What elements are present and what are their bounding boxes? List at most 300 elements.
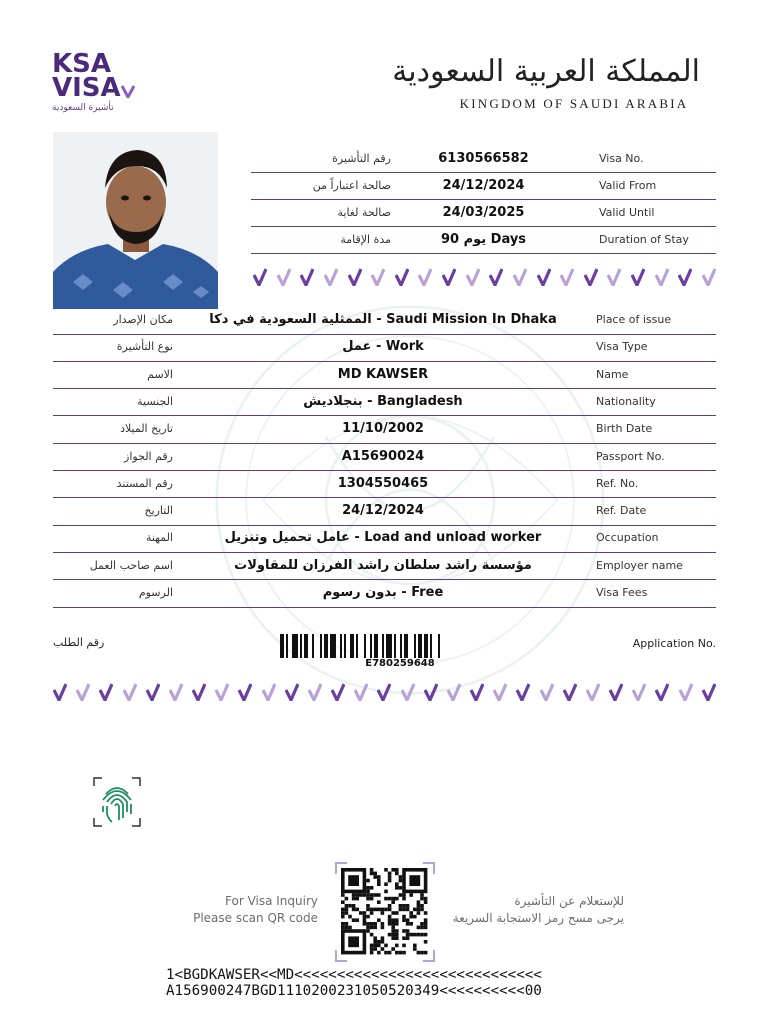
row-valid-until [251,199,716,227]
qr-module [409,922,413,926]
qr-module [341,915,345,919]
check-mark-icon [442,268,456,286]
qr-frame [335,950,337,962]
qr-module [417,908,421,912]
label-ar: مدة الإقامة [340,233,391,246]
field-row [53,389,716,417]
qr-module [381,908,385,912]
check-mark-icon [146,683,160,701]
qr-module [352,904,356,908]
qr-module [420,897,424,901]
check-mark-icon [253,268,267,286]
application-barcode [280,634,520,658]
barcode-bar [286,634,288,658]
qr-module [373,908,377,912]
qr-module [370,886,374,890]
label-en: Employer name [596,558,683,572]
qr-module [391,918,395,922]
check-mark-icon [285,683,299,701]
qr-module [399,875,403,879]
label-en: Visa No. [599,152,644,165]
barcode-bar [414,634,416,658]
label-en: Visa Fees [596,586,648,599]
qr-frame [335,862,337,874]
barcode-bar [312,634,314,658]
check-mark-icon [262,683,276,701]
qr-module [388,951,392,955]
check-mark-icon [655,683,669,701]
label-ar: رقم المستند [116,476,173,490]
label-en: Name [596,367,629,381]
qr-module [381,947,385,951]
check-mark-icon [466,268,480,286]
qr-module [406,929,410,933]
check-mark-icon [632,683,646,701]
qr-module [406,933,410,937]
label-en: Duration of Stay [599,233,689,246]
barcode-bar [394,634,396,658]
barcode-bar [438,634,440,658]
qr-finder [409,875,420,886]
qr-module [373,875,377,879]
field-row [53,471,716,499]
qr-module [424,918,428,922]
qr-module [388,879,392,883]
qr-frame [433,950,435,962]
qr-module [377,918,381,922]
barcode-bar [374,634,378,658]
qr-module [345,904,349,908]
qr-module [424,922,428,926]
check-mark-icon [513,268,527,286]
check-mark-icon [537,268,551,286]
qr-module [341,922,345,926]
value: MD KAWSER [337,366,429,382]
qr-module [391,947,395,951]
inquiry-en-line1: For Visa Inquiry [225,894,318,908]
qr-module [413,908,417,912]
application-label-ar: رقم الطلب [53,636,105,649]
qr-module [395,872,399,876]
inquiry-arabic [450,893,624,927]
qr-module [420,933,424,937]
check-mark-icon [371,268,385,286]
qr-module [352,897,356,901]
check-mark-icon [348,268,362,286]
kingdom-emblem [392,52,700,112]
qr-module [395,897,399,901]
qr-module [402,915,406,919]
label-ar: المهنة [145,531,173,545]
barcode-bar [320,634,322,658]
check-mark-icon [489,268,503,286]
check-mark-icon [238,683,252,701]
qr-module [388,897,392,901]
check-mark-icon [516,683,530,701]
check-mark-icon [300,268,314,286]
row-visa-no [251,145,716,173]
qr-module [377,951,381,955]
value: A15690024 [341,448,425,464]
value: بدون رسوم - Free [322,585,444,600]
qr-module [341,926,345,930]
qr-module [399,908,403,912]
qr-module [373,947,377,951]
qr-module [420,893,424,897]
logo-subtitle: تأشيرة السعودية [52,103,114,113]
qr-module [341,908,345,912]
qr-module [370,908,374,912]
qr-module [395,936,399,940]
qr-module [384,951,388,955]
qr-module [391,922,395,926]
emblem-arabic: المملكة العربية السعودية [392,54,700,89]
check-mark-icon [277,268,291,286]
label-ar: التاريخ [144,504,173,518]
check-mark-icon [563,683,577,701]
qr-module [377,908,381,912]
field-row [53,307,716,335]
qr-module [413,947,417,951]
security-check-strip-2 [53,683,716,701]
check-mark-icon [607,268,621,286]
field-row [53,334,716,362]
qr-module [370,951,374,955]
barcode-bar [340,634,342,658]
qr-module [417,900,421,904]
qr-module [366,915,370,919]
qr-module [388,918,392,922]
machine-readable-zone [166,967,542,999]
qr-module [417,911,421,915]
qr-module [395,944,399,948]
qr-module [370,893,374,897]
qr-module [409,915,413,919]
value: 24/03/2025 [442,205,525,220]
qr-module [395,882,399,886]
qr-module [341,893,345,897]
label-en: Ref. Date [596,504,647,518]
qr-module [388,908,392,912]
barcode-bar [424,634,428,658]
check-mark-icon [308,683,322,701]
qr-module [402,908,406,912]
barcode-bar [386,634,392,658]
check-mark-icon [377,683,391,701]
qr-module [373,936,377,940]
qr-module [417,926,421,930]
field-row [53,362,716,390]
application-label-en: Application No. [632,637,716,650]
field-row [53,416,716,444]
barcode-bar [370,634,372,658]
qr-module [417,904,421,908]
qr-module [352,893,356,897]
barcode-bar [300,634,302,658]
qr-module [402,936,406,940]
qr-module [388,872,392,876]
check-mark-icon [493,683,507,701]
qr-finder [348,875,359,886]
qr-finder [348,936,359,947]
qr-module [417,933,421,937]
check-mark-icon [53,683,67,701]
qr-module [413,944,417,948]
check-mark-icon [401,683,415,701]
qr-module [341,911,345,915]
check-mark-icon [395,268,409,286]
qr-module [373,922,377,926]
qr-module [352,918,356,922]
qr-module [395,929,399,933]
check-mark-icon [470,683,484,701]
check-mark-icon [560,268,574,286]
qr-module [395,933,399,937]
label-en: Valid From [599,179,657,192]
qr-module [345,911,349,915]
row-valid-from [251,172,716,200]
label-ar: صالحة لغاية [337,206,391,219]
value: 1304550465 [337,475,429,491]
qr-module [388,922,392,926]
check-mark-icon [609,683,623,701]
qr-module [420,922,424,926]
logo-line-2-text: VISA [52,73,121,103]
qr-module [384,890,388,894]
qr-module [377,879,381,883]
qr-module [377,944,381,948]
barcode-bar [400,634,402,658]
qr-module [399,886,403,890]
qr-module [373,872,377,876]
value: مؤسسة راشد سلطان راشد الفرزان للمقاولات [234,557,532,573]
qr-module [391,936,395,940]
qr-module [402,897,406,901]
qr-module [366,908,370,912]
barcode-bar [430,634,432,658]
qr-module [420,904,424,908]
check-mark-icon [702,683,716,701]
label-ar: الجنسية [137,394,173,408]
qr-module [381,911,385,915]
qr-module [370,922,374,926]
field-row [53,525,716,553]
qr-module [366,926,370,930]
inquiry-ar-line1: للإستعلام عن التأشيرة [514,894,624,908]
qr-module [345,908,349,912]
barcode-bar [356,634,358,658]
qr-frame [433,862,435,874]
qr-module [377,893,381,897]
ksa-visa-logo [52,49,142,113]
qr-module [366,904,370,908]
label-ar: مكان الإصدار [113,313,173,326]
label-ar: الاسم [147,367,173,381]
qr-module [373,944,377,948]
qr-module [359,893,363,897]
qr-module [370,944,374,948]
qr-module [377,875,381,879]
row-duration [251,226,716,254]
qr-module [391,933,395,937]
qr-module [373,893,377,897]
check-mark-icon [584,268,598,286]
check-mark-icon [99,683,113,701]
qr-module [395,886,399,890]
qr-module [388,933,392,937]
qr-module [381,926,385,930]
qr-module [377,940,381,944]
qr-module [399,893,403,897]
value: بنجلاديش - Bangladesh [303,393,463,409]
check-mark-icon [169,683,183,701]
qr-module [420,908,424,912]
qr-module [388,904,392,908]
application-number: E780259648 [365,658,435,669]
check-mark-icon [123,683,137,701]
label-en: Visa Type [596,340,648,354]
qr-module [348,904,352,908]
qr-module [363,918,367,922]
qr-module [377,900,381,904]
label-en: Birth Date [596,422,653,436]
qr-module [391,911,395,915]
qr-module [406,936,410,940]
qr-module [373,926,377,930]
qr-module [363,915,367,919]
qr-module [366,897,370,901]
qr-module [363,893,367,897]
qr-module [395,911,399,915]
logo-line-2 [52,73,142,103]
field-row [53,498,716,526]
check-mark-icon [424,683,438,701]
label-ar: صالحة اعتباراً من [312,179,391,192]
barcode-bar [344,634,346,658]
qr-module [345,897,349,901]
qr-module [402,944,406,948]
qr-module [395,922,399,926]
label-ar: تاريخ الميلاد [120,422,173,436]
qr-module [420,926,424,930]
qr-module [366,886,370,890]
qr-module [391,868,395,872]
label-en: Nationality [596,394,656,408]
field-row [53,444,716,472]
barcode-bar [418,634,422,658]
qr-module [366,890,370,894]
label-en: Valid Until [599,206,655,219]
label-en: Passport No. [596,449,665,463]
value: 11/10/2002 [342,421,424,437]
label-ar: نوع التأشيرة [116,340,173,354]
field-row [53,553,716,581]
qr-module [406,904,410,908]
check-mark-icon [540,683,554,701]
qr-module [395,868,399,872]
check-mark-icon [655,268,669,286]
barcode-bar [350,634,354,658]
qr-module [409,893,413,897]
qr-module [424,951,428,955]
qr-module [348,915,352,919]
qr-module [370,872,374,876]
qr-module [399,951,403,955]
qr-module [384,944,388,948]
qr-module [352,908,356,912]
qr-module [409,911,413,915]
check-mark-icon [447,683,461,701]
holder-photo [53,132,218,309]
qr-module [399,879,403,883]
emblem-english: KINGDOM OF SAUDI ARABIA [459,96,689,111]
inquiry-ar-line2: يرجى مسح رمز الاستجابة السريعة [452,911,624,925]
qr-module [406,918,410,922]
logo-v-icon [121,84,135,98]
qr-module [406,908,410,912]
qr-module [406,922,410,926]
qr-module [366,893,370,897]
qr-module [413,915,417,919]
qr-module [424,897,428,901]
qr-module [424,940,428,944]
qr-module [370,897,374,901]
qr-module [366,879,370,883]
qr-module [413,933,417,937]
qr-module [366,922,370,926]
security-check-strip [253,268,716,286]
qr-module [402,929,406,933]
label-en: Place of issue [596,313,672,326]
qr-module [381,940,385,944]
label-ar: رقم التأشيرة [332,152,391,165]
label-en: Occupation [596,531,659,545]
qr-module [391,929,395,933]
qr-module [345,922,349,926]
qr-module [355,897,359,901]
qr-module [388,875,392,879]
qr-module [409,933,413,937]
value: 6130566582 [438,151,529,166]
logo-line-1: KSA [52,49,111,79]
barcode-bar [280,634,284,658]
value: 24/12/2024 [442,178,525,193]
qr-module [384,882,388,886]
label-ar: اسم صاحب العمل [89,558,173,572]
mrz-line-2: A156900247BGD1110200231050520349<<<<<<<<<<00 [166,983,542,999]
qr-module [366,929,370,933]
qr-module [370,947,374,951]
value: 24/12/2024 [342,503,424,519]
qr-module [355,918,359,922]
qr-module [355,893,359,897]
check-mark-icon [631,268,645,286]
qr-module [402,951,406,955]
value: 90 يوم Days [440,232,527,247]
check-mark-icon [324,268,338,286]
label-ar: الرسوم [138,586,173,599]
qr-module [384,868,388,872]
qr-code[interactable] [335,862,435,962]
qr-module [345,926,349,930]
qr-module [391,900,395,904]
qr-module [402,918,406,922]
qr-module [391,926,395,930]
qr-module [417,951,421,955]
qr-module [370,911,374,915]
value: عامل تحميل وتنزيل - Load and unload worker [224,530,542,546]
value: الممثلية السعودية في دكا - Saudi Mission In Dhaka [209,312,557,327]
